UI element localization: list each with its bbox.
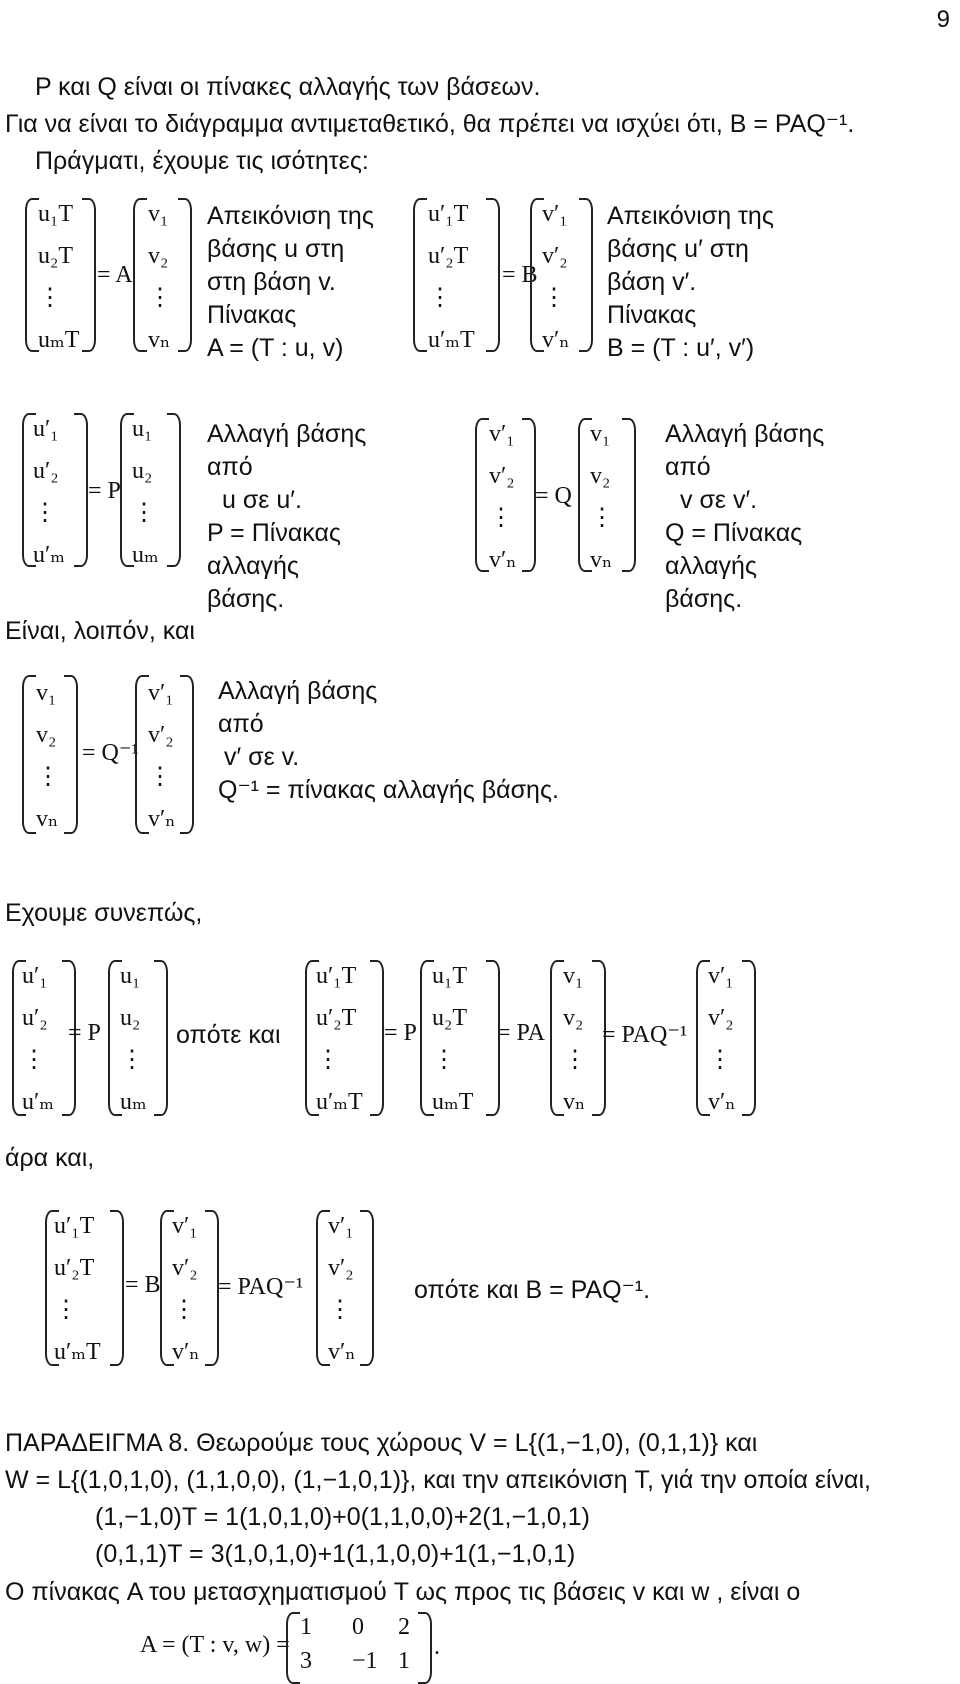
block6-op-3: = PA xyxy=(497,1020,546,1046)
block6-text: οπότε και xyxy=(176,1021,281,1049)
block7-col-2: v′₁ v′₂ ⋮ v′ₙ xyxy=(172,1213,200,1365)
intro-line-2: Για να είναι το διάγραμμα αντιμεταθετικό, θα πρέπει να ισχύει ότι, B = PAQ⁻¹. xyxy=(5,110,855,138)
block3-right-column: u₁ u₂ ⋮ uₘ xyxy=(132,416,159,568)
block4-description: Αλλαγή βάσης από v σε v′. Q = Πίνακας αλλαγής βάσης. xyxy=(665,420,825,613)
matrix-end-period: . xyxy=(434,1634,440,1660)
block6-col-1: u′₁ u′₂ ⋮ u′ₘ xyxy=(22,963,54,1115)
block5-operator: = Q⁻¹ xyxy=(82,740,139,766)
block7-op-2: = PAQ⁻¹ xyxy=(218,1274,304,1300)
block2-operator: = B xyxy=(502,262,538,288)
block7-col-3: v′₁ v′₂ ⋮ v′ₙ xyxy=(328,1213,356,1365)
block4-left-column: v′₁ v′₂ ⋮ v′ₙ xyxy=(489,421,517,573)
example-title: ΠΑΡΑΔΕΙΓΜΑ 8. Θεωρούμε τους χώρους V = L{(1,−1,0), (0,1,1)} και xyxy=(5,1429,758,1457)
block6-op-4: = PAQ⁻¹ xyxy=(602,1022,688,1048)
block7-op-1: = B xyxy=(125,1272,161,1298)
block2-description: Απεικόνιση της βάσης u′ στη βάση v′. Πίνακας B = (T : u′, v′) xyxy=(607,202,774,362)
text-ara-kai: άρα και, xyxy=(5,1144,95,1172)
matrix-cell: 1 xyxy=(300,1614,312,1640)
block4-operator: = Q xyxy=(535,483,572,509)
matrix-cell: 2 xyxy=(398,1614,410,1640)
text-exoume-synepos: Εχουμε συνεπώς, xyxy=(5,899,203,927)
block1-left-column: u₁T u₂T ⋮ uₘT xyxy=(38,201,80,353)
page-number: 9 xyxy=(936,6,950,33)
block4-right-column: v₁ v₂ ⋮ vₙ xyxy=(590,421,614,573)
block6-op-1: = P xyxy=(68,1020,101,1046)
matrix-cell: 1 xyxy=(398,1648,410,1674)
matrix-lhs: A = (T : v, w) = xyxy=(140,1632,290,1658)
block2-right-column: v′₁ v′₂ ⋮ v′ₙ xyxy=(542,201,570,353)
block5-right-column: v′₁ v′₂ ⋮ v′ₙ xyxy=(148,680,176,832)
block6-op-2: = P xyxy=(384,1020,417,1046)
matrix-cell: 0 xyxy=(352,1614,364,1640)
block7-col-1: u′₁T u′₂T ⋮ u′ₘT xyxy=(54,1213,101,1365)
example-eq-2: (0,1,1)T = 3(1,0,1,0)+1(1,1,0,0)+1(1,−1,0,1) xyxy=(95,1540,576,1568)
block3-left-column: u′₁ u′₂ ⋮ u′ₘ xyxy=(33,416,65,568)
example-line-5: Ο πίνακας A του μετασχηματισμού T ως προς τις βάσεις v και w , είναι ο xyxy=(5,1578,801,1606)
block1-description: Απεικόνιση της βάσης u στη στη βάση v. Πίνακας A = (T : u, v) xyxy=(207,202,374,362)
block1-right-column: v₁ v₂ ⋮ vₙ xyxy=(148,201,172,353)
example-eq-1: (1,−1,0)T = 1(1,0,1,0)+0(1,1,0,0)+2(1,−1,0,1) xyxy=(95,1503,590,1531)
text-einai-loipon: Είναι, λοιπόν, και xyxy=(5,617,195,645)
block3-operator: = P xyxy=(88,478,121,504)
matrix-cell: 3 xyxy=(300,1648,312,1674)
block5-description: Αλλαγή βάσης από v′ σε v. Q⁻¹ = πίνακας αλλαγής βάσης. xyxy=(218,677,559,804)
intro-line-1: P και Q είναι οι πίνακες αλλαγής των βάσεων. xyxy=(35,73,541,101)
block6-col-5: v₁ v₂ ⋮ vₙ xyxy=(563,963,587,1115)
block5-left-column: v₁ v₂ ⋮ vₙ xyxy=(36,680,60,832)
intro-line-3: Πράγματι, έχουμε τις ισότητες: xyxy=(35,147,369,175)
block6-col-4: u₁T u₂T ⋮ uₘT xyxy=(432,963,474,1115)
block6-col-3: u′₁T u′₂T ⋮ u′ₘT xyxy=(316,963,363,1115)
block2-left-column: u′₁T u′₂T ⋮ u′ₘT xyxy=(428,201,475,353)
block6-col-2: u₁ u₂ ⋮ uₘ xyxy=(120,963,147,1115)
block6-col-6: v′₁ v′₂ ⋮ v′ₙ xyxy=(708,963,736,1115)
block7-text: οπότε και B = PAQ⁻¹. xyxy=(414,1276,651,1304)
block1-operator: = A xyxy=(97,262,133,288)
matrix-cell: −1 xyxy=(352,1648,378,1674)
block3-description: Αλλαγή βάσης από u σε u′. P = Πίνακας αλλαγής βάσης. xyxy=(207,420,367,613)
example-line-2: W = L{(1,0,1,0), (1,1,0,0), (1,−1,0,1)}, και την απεικόνιση T, γιά την οποία είναι, xyxy=(5,1466,872,1494)
